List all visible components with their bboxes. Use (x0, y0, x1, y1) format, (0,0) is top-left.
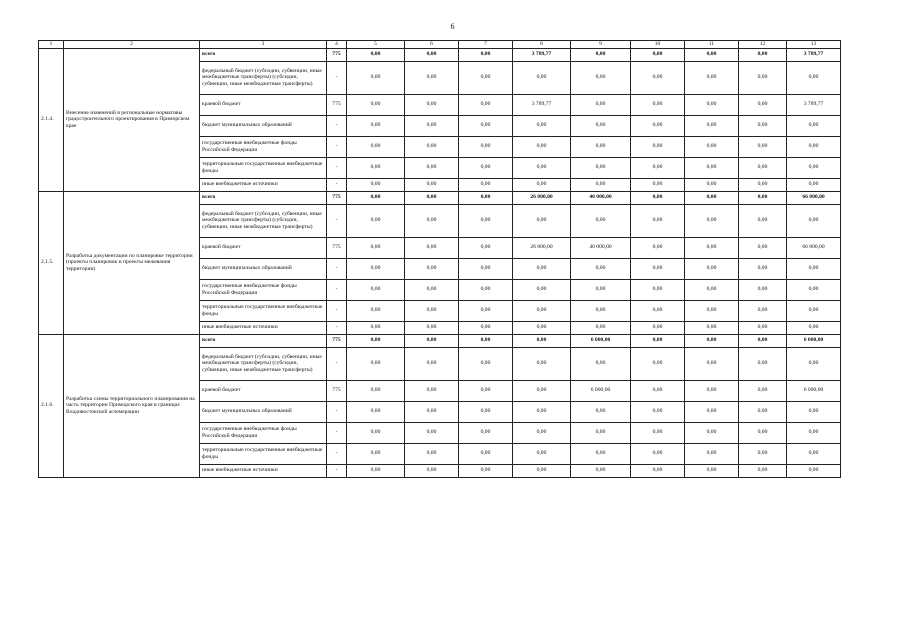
budget-code: 775 (327, 48, 347, 61)
amount-cell: 0,00 (631, 94, 685, 115)
amount-cell: 6 000,00 (787, 380, 841, 401)
amount-cell: 0,00 (739, 94, 787, 115)
funding-source: краевой бюджет (200, 237, 327, 258)
amount-cell: 0,00 (571, 258, 631, 279)
amount-cell: 6 000,00 (571, 380, 631, 401)
column-number-row (39, 41, 841, 49)
budget-code: 775 (327, 380, 347, 401)
amount-cell: 0,00 (459, 300, 513, 321)
item-number: 2.1.5. (39, 191, 64, 334)
column-header: 8 (513, 41, 571, 49)
funding-source: всего (200, 334, 327, 347)
amount-cell: 0,00 (405, 279, 459, 300)
amount-cell: 0,00 (459, 191, 513, 204)
amount-cell: 0,00 (631, 258, 685, 279)
amount-cell: 0,00 (631, 115, 685, 136)
column-header: 1 (39, 41, 64, 49)
amount-cell: 0,00 (513, 136, 571, 157)
column-header: 3 (200, 41, 327, 49)
funding-source: бюджет муниципальных образований (200, 401, 327, 422)
amount-cell: 0,00 (631, 279, 685, 300)
amount-cell: 0,00 (787, 279, 841, 300)
amount-cell: 0,00 (787, 178, 841, 191)
amount-cell: 0,00 (459, 422, 513, 443)
amount-cell: 0,00 (459, 334, 513, 347)
amount-cell: 26 800,00 (513, 191, 571, 204)
amount-cell: 0,00 (513, 258, 571, 279)
funding-source: федеральный бюджет (субсидии, субвенции, иные межбюджетные трансферты) (субсидии, субвенции, иные межбюджетные трансферты) (200, 347, 327, 380)
column-header: 9 (571, 41, 631, 49)
amount-cell: 0,00 (513, 204, 571, 237)
budget-code: - (327, 279, 347, 300)
amount-cell: 0,00 (631, 48, 685, 61)
amount-cell: 0,00 (739, 258, 787, 279)
amount-cell: 0,00 (787, 300, 841, 321)
budget-code: - (327, 157, 347, 178)
amount-cell: 0,00 (631, 422, 685, 443)
amount-cell: 0,00 (685, 300, 739, 321)
amount-cell: 0,00 (459, 380, 513, 401)
amount-cell: 66 800,00 (787, 191, 841, 204)
amount-cell: 0,00 (459, 204, 513, 237)
amount-cell: 0,00 (571, 464, 631, 477)
amount-cell: 0,00 (631, 443, 685, 464)
amount-cell: 0,00 (739, 237, 787, 258)
amount-cell: 0,00 (405, 347, 459, 380)
funding-source: всего (200, 48, 327, 61)
amount-cell: 0,00 (571, 61, 631, 94)
amount-cell: 0,00 (347, 464, 405, 477)
amount-cell: 0,00 (347, 334, 405, 347)
amount-cell: 0,00 (347, 136, 405, 157)
amount-cell: 0,00 (685, 334, 739, 347)
amount-cell: 0,00 (571, 48, 631, 61)
column-header: 2 (64, 41, 200, 49)
amount-cell: 0,00 (405, 464, 459, 477)
funding-source: территориальные государственные внебюджетные фонды (200, 443, 327, 464)
amount-cell: 0,00 (571, 347, 631, 380)
amount-cell: 0,00 (405, 204, 459, 237)
funding-source: федеральный бюджет (субсидии, субвенции, иные межбюджетные трансферты) (субсидии, субвенции, иные межбюджетные трансферты) (200, 204, 327, 237)
amount-cell: 0,00 (787, 115, 841, 136)
amount-cell: 0,00 (571, 443, 631, 464)
amount-cell: 0,00 (787, 321, 841, 334)
amount-cell: 0,00 (571, 136, 631, 157)
amount-cell: 0,00 (513, 300, 571, 321)
amount-cell: 0,00 (459, 237, 513, 258)
amount-cell: 0,00 (631, 204, 685, 237)
amount-cell: 0,00 (685, 157, 739, 178)
budget-code: - (327, 464, 347, 477)
item-name: Разработка документации по планировке территории (проекты планировок и проекты межевания территории) (64, 191, 200, 334)
amount-cell: 0,00 (571, 94, 631, 115)
amount-cell: 0,00 (405, 136, 459, 157)
amount-cell: 0,00 (459, 48, 513, 61)
column-header: 12 (739, 41, 787, 49)
amount-cell: 0,00 (631, 178, 685, 191)
amount-cell: 40 000,00 (571, 191, 631, 204)
funding-source: иные внебюджетные источники (200, 321, 327, 334)
funding-source: территориальные государственные внебюджетные фонды (200, 157, 327, 178)
amount-cell: 3 789,77 (787, 48, 841, 61)
amount-cell: 0,00 (739, 204, 787, 237)
amount-cell: 0,00 (685, 401, 739, 422)
funding-source: государственные внебюджетные фонды Российской Федерации (200, 422, 327, 443)
amount-cell: 0,00 (405, 115, 459, 136)
budget-code: - (327, 258, 347, 279)
amount-cell: 0,00 (685, 237, 739, 258)
budget-code: 775 (327, 94, 347, 115)
amount-cell: 0,00 (685, 94, 739, 115)
funding-source: иные внебюджетные источники (200, 178, 327, 191)
column-header: 5 (347, 41, 405, 49)
amount-cell: 0,00 (513, 464, 571, 477)
budget-code: - (327, 321, 347, 334)
column-header: 13 (787, 41, 841, 49)
amount-cell: 3 789,77 (513, 94, 571, 115)
funding-source: территориальные государственные внебюджетные фонды (200, 300, 327, 321)
amount-cell: 0,00 (739, 300, 787, 321)
column-header: 7 (459, 41, 513, 49)
budget-code: - (327, 115, 347, 136)
amount-cell: 0,00 (739, 443, 787, 464)
budget-table (38, 40, 841, 478)
item-number: 2.1.6. (39, 334, 64, 477)
amount-cell: 0,00 (631, 334, 685, 347)
amount-cell: 0,00 (787, 258, 841, 279)
budget-code: - (327, 61, 347, 94)
amount-cell: 0,00 (739, 48, 787, 61)
column-header: 10 (631, 41, 685, 49)
amount-cell: 0,00 (347, 115, 405, 136)
amount-cell: 0,00 (513, 157, 571, 178)
amount-cell: 0,00 (571, 422, 631, 443)
amount-cell: 0,00 (631, 464, 685, 477)
amount-cell: 0,00 (347, 300, 405, 321)
funding-source: государственные внебюджетные фонды Российской Федерации (200, 136, 327, 157)
amount-cell: 0,00 (459, 94, 513, 115)
page-number: 6 (450, 22, 455, 31)
amount-cell: 0,00 (459, 443, 513, 464)
amount-cell: 0,00 (685, 380, 739, 401)
amount-cell: 3 789,77 (787, 94, 841, 115)
amount-cell: 40 000,00 (571, 237, 631, 258)
amount-cell: 0,00 (631, 347, 685, 380)
funding-source: краевой бюджет (200, 94, 327, 115)
amount-cell: 0,00 (347, 157, 405, 178)
column-header: 11 (685, 41, 739, 49)
amount-cell: 0,00 (513, 347, 571, 380)
amount-cell: 0,00 (405, 258, 459, 279)
item-number: 2.1.4. (39, 48, 64, 191)
amount-cell: 0,00 (405, 300, 459, 321)
amount-cell: 0,00 (571, 157, 631, 178)
amount-cell: 0,00 (739, 191, 787, 204)
amount-cell: 0,00 (631, 157, 685, 178)
item-name: Внесение изменений в региональные нормативы градостроительного проектирования в Приморском крае (64, 48, 200, 191)
amount-cell: 0,00 (459, 157, 513, 178)
amount-cell: 0,00 (347, 443, 405, 464)
amount-cell: 0,00 (787, 157, 841, 178)
funding-source: всего (200, 191, 327, 204)
amount-cell: 0,00 (631, 380, 685, 401)
amount-cell: 0,00 (459, 321, 513, 334)
amount-cell: 0,00 (739, 321, 787, 334)
amount-cell: 0,00 (513, 178, 571, 191)
amount-cell: 0,00 (347, 279, 405, 300)
amount-cell: 0,00 (405, 157, 459, 178)
amount-cell: 0,00 (405, 422, 459, 443)
column-header: 6 (405, 41, 459, 49)
budget-code: - (327, 136, 347, 157)
amount-cell: 0,00 (405, 94, 459, 115)
amount-cell: 0,00 (739, 178, 787, 191)
amount-cell: 0,00 (459, 279, 513, 300)
amount-cell: 26 800,00 (513, 237, 571, 258)
budget-code: - (327, 347, 347, 380)
amount-cell: 0,00 (631, 300, 685, 321)
budget-table-body (39, 48, 841, 477)
amount-cell: 0,00 (739, 279, 787, 300)
amount-cell: 0,00 (685, 136, 739, 157)
amount-cell: 0,00 (631, 191, 685, 204)
amount-cell: 0,00 (685, 115, 739, 136)
amount-cell: 0,00 (347, 237, 405, 258)
funding-source: иные внебюджетные источники (200, 464, 327, 477)
amount-cell: 0,00 (347, 61, 405, 94)
amount-cell: 0,00 (571, 115, 631, 136)
amount-cell: 0,00 (631, 61, 685, 94)
amount-cell: 0,00 (513, 443, 571, 464)
amount-cell: 0,00 (405, 401, 459, 422)
amount-cell: 0,00 (513, 321, 571, 334)
amount-cell: 0,00 (739, 401, 787, 422)
amount-cell: 0,00 (513, 279, 571, 300)
amount-cell: 0,00 (513, 115, 571, 136)
amount-cell: 3 789,77 (513, 48, 571, 61)
budget-code: - (327, 401, 347, 422)
amount-cell: 0,00 (739, 347, 787, 380)
funding-source: федеральный бюджет (субсидии, субвенции, иные межбюджетные трансферты) (субсидии, субвенции, иные межбюджетные трансферты) (200, 61, 327, 94)
amount-cell: 0,00 (739, 115, 787, 136)
amount-cell: 0,00 (459, 136, 513, 157)
amount-cell: 0,00 (685, 61, 739, 94)
amount-cell: 0,00 (787, 422, 841, 443)
item-name: Разработка схемы территориального планирования на часть территории Приморского края в границах Владивостокской агломерации (64, 334, 200, 477)
funding-source: краевой бюджет (200, 380, 327, 401)
amount-cell: 0,00 (405, 380, 459, 401)
amount-cell: 0,00 (739, 422, 787, 443)
budget-code: 775 (327, 191, 347, 204)
amount-cell: 0,00 (631, 237, 685, 258)
budget-code: - (327, 300, 347, 321)
amount-cell: 0,00 (405, 191, 459, 204)
amount-cell: 0,00 (787, 401, 841, 422)
amount-cell: 0,00 (571, 204, 631, 237)
amount-cell: 0,00 (513, 401, 571, 422)
amount-cell: 0,00 (685, 204, 739, 237)
amount-cell: 0,00 (739, 157, 787, 178)
amount-cell: 0,00 (405, 178, 459, 191)
amount-cell: 0,00 (513, 334, 571, 347)
amount-cell: 0,00 (347, 191, 405, 204)
budget-code: - (327, 443, 347, 464)
amount-cell: 0,00 (631, 136, 685, 157)
amount-cell: 0,00 (513, 380, 571, 401)
amount-cell: 0,00 (631, 321, 685, 334)
amount-cell: 6 000,00 (787, 334, 841, 347)
amount-cell: 0,00 (405, 48, 459, 61)
amount-cell: 0,00 (347, 380, 405, 401)
amount-cell: 0,00 (571, 321, 631, 334)
amount-cell: 0,00 (459, 464, 513, 477)
amount-cell: 0,00 (787, 443, 841, 464)
amount-cell: 0,00 (571, 279, 631, 300)
amount-cell: 0,00 (405, 321, 459, 334)
table-row (39, 191, 841, 204)
budget-code: 775 (327, 237, 347, 258)
amount-cell: 0,00 (787, 204, 841, 237)
amount-cell: 0,00 (787, 136, 841, 157)
column-header: 4 (327, 41, 347, 49)
amount-cell: 0,00 (787, 347, 841, 380)
budget-code: - (327, 204, 347, 237)
budget-code: - (327, 178, 347, 191)
amount-cell: 0,00 (685, 178, 739, 191)
amount-cell: 0,00 (685, 422, 739, 443)
amount-cell: 0,00 (685, 321, 739, 334)
amount-cell: 0,00 (459, 61, 513, 94)
amount-cell: 0,00 (459, 115, 513, 136)
amount-cell: 0,00 (739, 380, 787, 401)
amount-cell: 0,00 (513, 422, 571, 443)
amount-cell: 0,00 (459, 258, 513, 279)
amount-cell: 0,00 (459, 178, 513, 191)
amount-cell: 0,00 (347, 48, 405, 61)
amount-cell: 0,00 (513, 61, 571, 94)
funding-source: государственные внебюджетные фонды Российской Федерации (200, 279, 327, 300)
amount-cell: 0,00 (347, 321, 405, 334)
amount-cell: 0,00 (405, 443, 459, 464)
amount-cell: 0,00 (631, 401, 685, 422)
amount-cell: 0,00 (685, 258, 739, 279)
amount-cell: 6 000,00 (571, 334, 631, 347)
amount-cell: 0,00 (405, 334, 459, 347)
amount-cell: 0,00 (739, 334, 787, 347)
amount-cell: 0,00 (459, 347, 513, 380)
amount-cell: 0,00 (739, 61, 787, 94)
amount-cell: 0,00 (347, 401, 405, 422)
amount-cell: 0,00 (347, 422, 405, 443)
funding-source: бюджет муниципальных образований (200, 258, 327, 279)
amount-cell: 0,00 (347, 94, 405, 115)
table-row (39, 48, 841, 61)
amount-cell: 0,00 (685, 191, 739, 204)
amount-cell: 0,00 (347, 258, 405, 279)
amount-cell: 0,00 (787, 464, 841, 477)
amount-cell: 0,00 (685, 464, 739, 477)
amount-cell: 0,00 (739, 464, 787, 477)
amount-cell: 0,00 (685, 48, 739, 61)
amount-cell: 0,00 (685, 279, 739, 300)
funding-source: бюджет муниципальных образований (200, 115, 327, 136)
amount-cell: 0,00 (685, 443, 739, 464)
amount-cell: 0,00 (405, 237, 459, 258)
amount-cell: 0,00 (405, 61, 459, 94)
amount-cell: 0,00 (347, 178, 405, 191)
amount-cell: 0,00 (571, 401, 631, 422)
budget-code: - (327, 422, 347, 443)
amount-cell: 66 800,00 (787, 237, 841, 258)
amount-cell: 0,00 (787, 61, 841, 94)
amount-cell: 0,00 (459, 401, 513, 422)
amount-cell: 0,00 (739, 136, 787, 157)
amount-cell: 0,00 (347, 347, 405, 380)
amount-cell: 0,00 (685, 347, 739, 380)
amount-cell: 0,00 (347, 204, 405, 237)
amount-cell: 0,00 (571, 300, 631, 321)
table-row (39, 334, 841, 347)
amount-cell: 0,00 (571, 178, 631, 191)
budget-code: 775 (327, 334, 347, 347)
